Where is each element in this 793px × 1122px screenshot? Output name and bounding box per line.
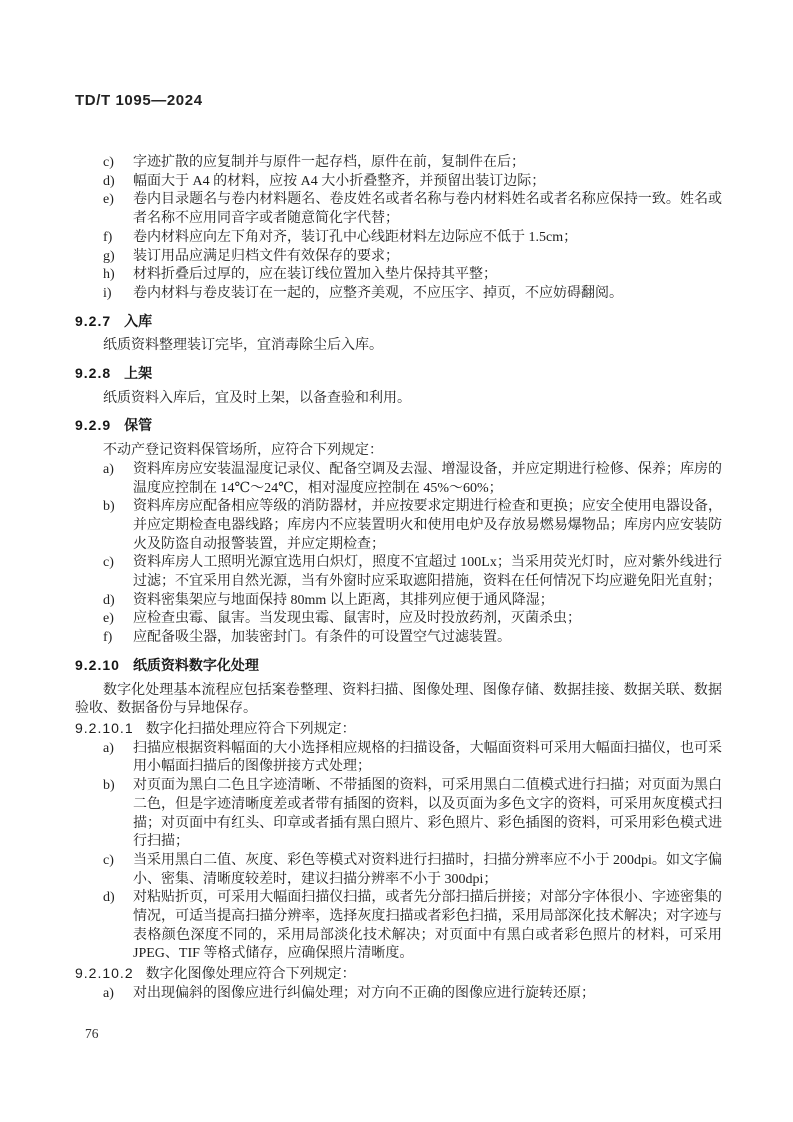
list-item-label: h) [103, 267, 115, 283]
section-title: 上架 [124, 365, 153, 382]
clause-heading-image [75, 964, 722, 985]
scan-requirements-list [75, 740, 722, 964]
list-item-label: c) [103, 555, 114, 571]
list-item-label: e) [103, 611, 114, 627]
list-item-text: 应检查虫霉、鼠害。当发现虫霉、鼠害时，应及时投放药剂，灭菌杀虫； [133, 611, 581, 627]
list-item [75, 610, 722, 629]
list-item-text: 幅面大于 A4 的材料，应按 A4 大小折叠整齐，并预留出装订边际； [133, 173, 546, 189]
list-item-text: 当采用黑白二值、灰度、彩色等模式对资料进行扫描时，扫描分辨率应不小于 200dpi。如文字偏小、密集、清晰度较差时，建议扫描分辨率不小于 300dpi； [133, 852, 722, 887]
list-item [75, 554, 722, 591]
list-item [75, 777, 722, 852]
list-item-label: c) [103, 852, 114, 868]
clause-title: 数字化扫描处理应符合下列规定： [145, 721, 356, 737]
list-item [75, 229, 722, 248]
list-item [75, 191, 722, 228]
section-number: 9.2.10 [75, 656, 120, 673]
list-item [75, 985, 722, 1004]
section-heading-shangjia [75, 364, 722, 383]
section-number: 9.2.8 [75, 365, 112, 382]
list-item-label: i) [103, 285, 112, 301]
section-heading-digital [75, 656, 722, 675]
section-heading-ruku [75, 312, 722, 331]
document-body [75, 154, 722, 1004]
clause-title: 数字化图像处理应符合下列规定： [145, 967, 356, 983]
list-item-label: f) [103, 229, 113, 245]
list-item [75, 248, 722, 267]
list-item-text: 装订用品应满足归档文件有效保存的要求； [133, 248, 399, 264]
list-item-label: g) [103, 248, 115, 264]
section-number: 9.2.7 [75, 312, 112, 329]
list-item-text: 资料库房人工照明光源宜选用白炽灯，照度不宜超过 100Lx；当采用荧光灯时，应对紫外线进行过滤；不宜采用自然光源，当有外窗时应采取遮阳措施，资料在任何情况下均应避免阳光直射； [133, 555, 722, 590]
paragraph: 不动产登记资料保管场所，应符合下列规定： [103, 443, 383, 459]
list-item [75, 173, 722, 192]
list-item-text: 卷内材料应向左下角对齐，装订孔中心线距材料左边际应不低于 1.5cm； [133, 229, 578, 245]
page-number: 76 [85, 1026, 99, 1041]
list-item-label: a) [103, 740, 114, 756]
section-title: 纸质资料数字化处理 [132, 656, 259, 673]
list-item-text: 对页面为黑白二色且字迹清晰、不带插图的资料，可采用黑白二值模式进行扫描；对页面为黑白二色，但是字迹清晰度差或者带有插图的资料，以及页面为多色文字的资料，可采用灰度模式扫描；对页面中有红头、印章或者插有黑白照片、彩色照片、彩色插图的资料，可采用彩色模式进行扫描； [133, 778, 722, 850]
list-item [75, 154, 722, 173]
list-item [75, 498, 722, 554]
list-item-label: a) [103, 985, 114, 1001]
list-item-text: 材料折叠后过厚的，应在装订线位置加入垫片保持其平整； [133, 267, 497, 283]
list-item [75, 629, 722, 648]
section-title: 入库 [124, 312, 153, 329]
image-requirements-list [75, 985, 722, 1004]
list-item-text: 卷内材料与卷皮装订在一起的，应整齐美观，不应压字、掉页，不应妨碍翻阅。 [133, 285, 623, 301]
list-item-text: 资料库房应配备相应等级的消防器材，并应按要求定期进行检查和更换；应安全使用电器设备，并应定期检查电器线路；库房内不应装置明火和使用电炉及存放易燃易爆物品；库房内应安装防火及防盗自动报警装置，并应定期检查； [133, 499, 722, 552]
storage-requirements-list [75, 461, 722, 648]
list-item-label: c) [103, 155, 114, 170]
paragraph: 纸质资料整理装订完毕，宜消毒除尘后入库。 [103, 338, 383, 354]
list-item-label: f) [103, 630, 113, 646]
clause-number: 9.2.10.2 [75, 965, 134, 982]
list-item-text: 应配备吸尘器，加装密封门。有条件的可设置空气过滤装置。 [133, 630, 511, 646]
clause-heading-scan [75, 719, 722, 740]
list-item-text: 扫描应根据资料幅面的大小选择相应规格的扫描设备，大幅面资料可采用大幅面扫描仪，也可采用小幅面扫描后的图像拼接方式处理； [133, 740, 722, 775]
paragraph: 纸质资料入库后，宜及时上架，以备查验和利用。 [103, 390, 411, 406]
list-item-text: 对粘贴折页，可采用大幅面扫描仪扫描，或者先分部扫描后拼接；对部分字体很小、字迹密集的情况，可适当提高扫描分辨率，选择灰度扫描或者彩色扫描，采用局部深化技术解决；对字迹与表格颜色深度不同的，采用局部淡化技术解决；对页面中有黑白或者彩色照片的材料，可采用 JPEG、TIF 等格式储存，应确保照片清晰度。 [133, 890, 722, 962]
list-item [75, 592, 722, 611]
list-item-label: b) [103, 778, 115, 794]
list-item-text: 资料库房应安装温湿度记录仪、配备空调及去湿、增湿设备，并应定期进行检修、保养；库房的温度应控制在 14℃～24℃，相对湿度应控制在 45%～60%； [133, 461, 722, 496]
list-item-label: e) [103, 192, 114, 208]
standard-number: TD/T 1095—2024 [75, 92, 203, 109]
list-item-text: 对出现偏斜的图像应进行纠偏处理；对方向不正确的图像应进行旋转还原； [133, 985, 595, 1001]
list-item [75, 852, 722, 889]
section-heading-baoguan [75, 416, 722, 435]
list-item-label: d) [103, 592, 115, 608]
paragraph: 数字化处理基本流程应包括案卷整理、资料扫描、图像处理、图像存储、数据挂接、数据关联、数据验收、数据备份与异地保存。 [75, 682, 722, 717]
list-item [75, 266, 722, 285]
section-title: 保管 [124, 417, 153, 434]
list-item-text: 卷内目录题名与卷内材料题名、卷皮姓名或者名称与卷内材料姓名或者名称应保持一致。姓名或者名称不应用同音字或者随意简化字代替； [133, 192, 722, 227]
list-item-label: a) [103, 461, 114, 477]
list-item-text: 字迹扩散的应复制并与原件一起存档，原件在前，复制件在后； [133, 155, 525, 170]
list-item [75, 461, 722, 498]
list-item [75, 889, 722, 964]
binding-requirements-list [75, 154, 722, 304]
list-item-label: d) [103, 173, 115, 189]
clause-number: 9.2.10.1 [75, 719, 134, 736]
list-item-label: d) [103, 890, 115, 906]
section-number: 9.2.9 [75, 417, 112, 434]
list-item [75, 740, 722, 777]
list-item-label: b) [103, 499, 115, 515]
list-item-text: 资料密集架应与地面保持 80mm 以上距离，其排列应便于通风降湿； [133, 592, 554, 608]
list-item [75, 285, 722, 304]
